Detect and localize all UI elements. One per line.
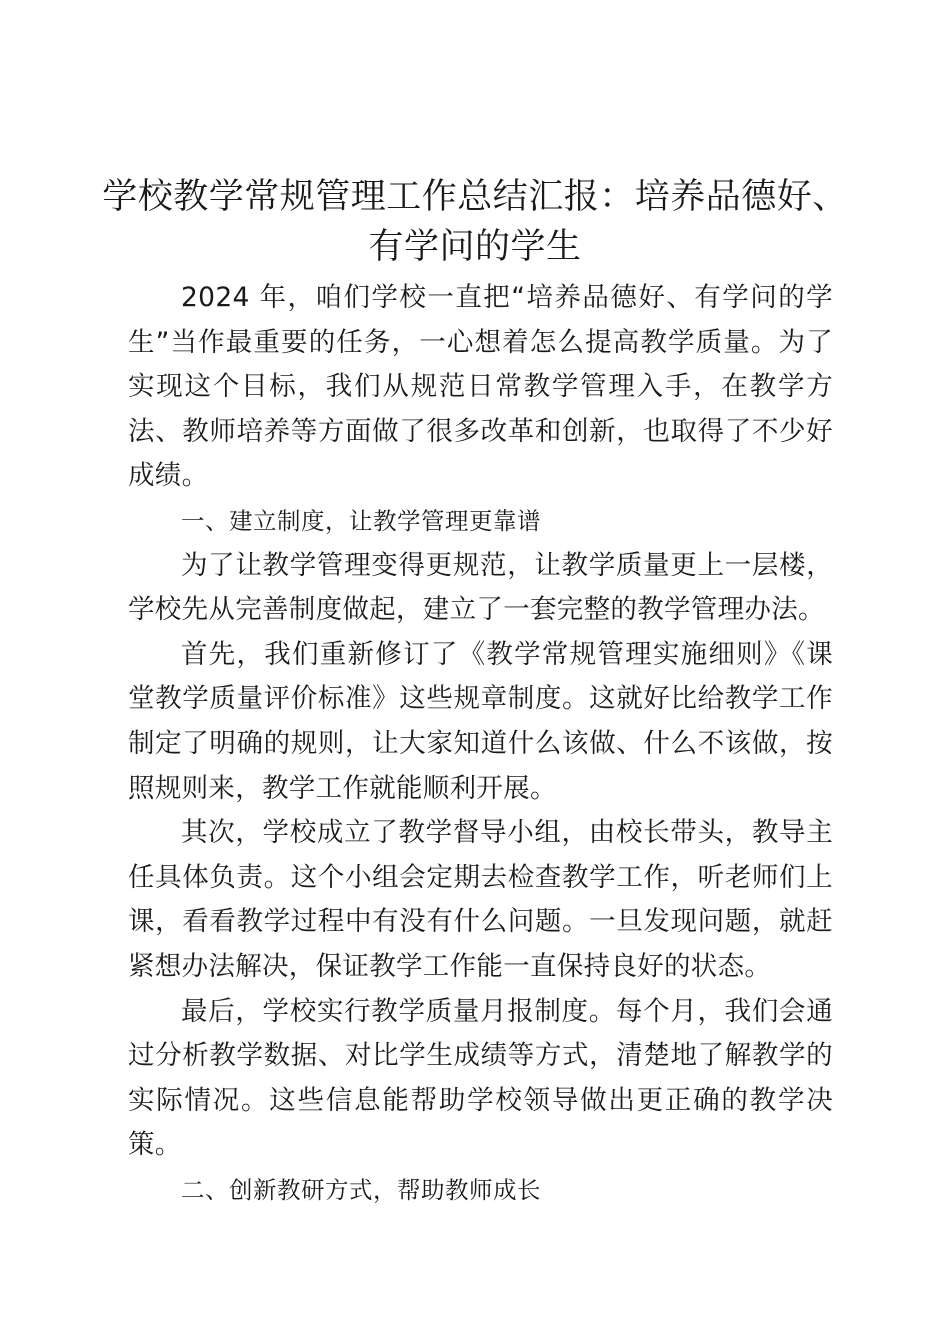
title-line-2: 有学问的学生 bbox=[368, 227, 582, 267]
section-heading-1: 一、建立制度，让教学管理更靠谱 bbox=[181, 506, 541, 535]
paragraph-second: 其次，学校成立了教学督导小组，由校长带头，教导主任具体负责。这个小组会定期去检查教学工作，听老师们上课，看看教学过程中有没有什么问题。一旦发现问题，就赶紧想办法解决，保证教学工作能一直保持良好的状态。 bbox=[128, 817, 833, 982]
document-title bbox=[100, 172, 850, 272]
paragraph-last: 最后，学校实行教学质量月报制度。每个月，我们会通过分析教学数据、对比学生成绩等方式，清楚地了解教学的实际情况。这些信息能帮助学校领导做出更正确的教学决策。 bbox=[128, 995, 833, 1161]
paragraph-section1-intro: 为了让教学管理变得更规范，让教学质量更上一层楼，学校先从完善制度做起，建立了一套完整的教学管理办法。 bbox=[128, 549, 833, 626]
document-body bbox=[128, 276, 833, 1212]
paragraph-first: 首先，我们重新修订了《教学常规管理实施细则》《课堂教学质量评价标准》这些规章制度。这就好比给教学工作制定了明确的规则，让大家知道什么该做、什么不该做，按照规则来，教学工作就能顺利开展。 bbox=[128, 638, 833, 804]
title-line-1: 学校教学常规管理工作总结汇报：培养品德好、 bbox=[102, 177, 848, 217]
section-heading-2: 二、创新教研方式，帮助教师成长 bbox=[181, 1175, 541, 1204]
paragraph-intro: 2024 年，咱们学校一直把“培养品德好、有学问的学生”当作最重要的任务，一心想着怎么提高教学质量。为了实现这个目标，我们从规范日常教学管理入手，在教学方法、教师培养等方面做了很多改革和创新，也取得了不少好成绩。 bbox=[128, 282, 833, 492]
